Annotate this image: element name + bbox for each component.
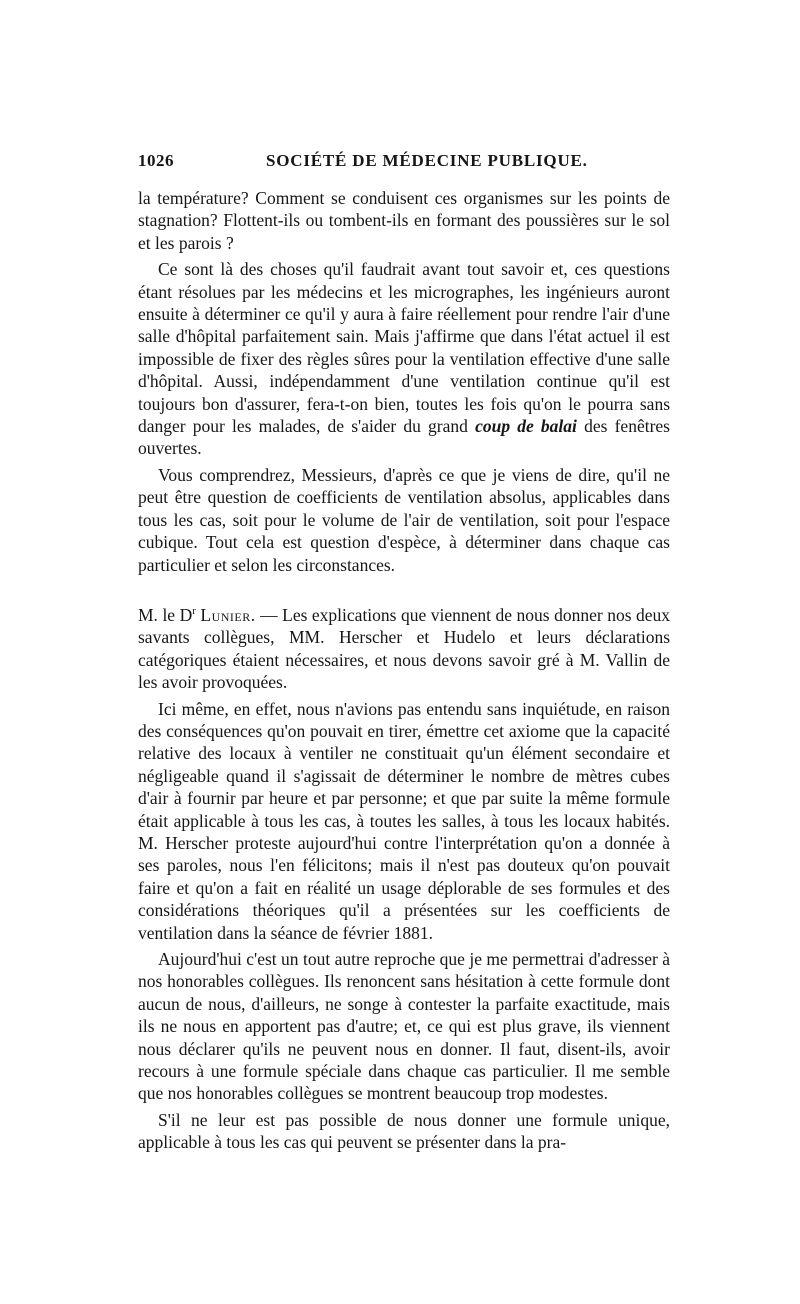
speaker-prefix: M. le D — [138, 604, 193, 625]
speaker-name: Lunier. — [200, 604, 256, 625]
emphasis-coup-de-balai: coup de balai — [475, 416, 577, 437]
paragraph-6: Aujourd'hui c'est un tout autre reproche que je me permettrai d'adresser à nos honorables collègues. Ils renoncent sans hésitation à cette formule dont aucun de nous, d'ailleurs, ne songe à contester la parfaite exactitude, mais ils ne nous en apportent pas d'autre; et, ce qui est plus grave, ils viennent nous déclarer qu'ils ne peuvent nous en donner. Il faut, disent-ils, avoir recours à une formule spéciale dans chaque cas particulier. Il me semble que nos honorables collègues se montrent beaucoup trop modestes. — [138, 949, 670, 1104]
paragraph-5: Ici même, en effet, nous n'avions pas entendu sans inquiétude, en raison des conséquences qu'on pouvait en tirer, émettre cet axiome que la capacité relative des locaux à ventiler ne constituait qu'un élément secondaire et négligeable quand il s'agissait de déterminer le nombre de mètres cubes d'air à fournir par heure et par personne; et que par suite la même formule était applicable à tous les cas, à toutes les salles, à tous les locaux habités. M. Herscher proteste aujourd'hui contre l'interprétation qu'on a donnée à ses paroles, nous l'en félicitons; mais il n'est pas douteux qu'on pouvait faire et qu'on a fait en réalité un usage déplorable de ses formules et des considérations théoriques qu'il a présentées sur les coefficients de ventilation dans la séance de février 1881. — [138, 698, 670, 943]
running-head — [138, 150, 670, 174]
paragraph-2-text-after: des fenêtres ouvertes. — [138, 416, 670, 459]
paragraph-2-text-before: Ce sont là des choses qu'il faudrait avant tout savoir et, ces questions étant résolues par les médecins et les micrographes, les ingénieurs auront ensuite à déterminer ce qu'il y aura à faire réellement pour rendre l'air d'une salle d'hôpital parfaitement sain. Mais j'affirme que dans l'état actuel il est impossible de fixer des règles sûres pour la ventilation effective d'une salle d'hôpital. Aussi, indépendamment d'une ventilation continue qu'il est toujours bon d'assurer, fera-t-on bien, toutes les fois qu'on le pourra sans danger pour les malades, de s'aider du grand — [138, 259, 670, 437]
paragraph-3: Vous comprendrez, Messieurs, d'après ce que je viens de dire, qu'il ne peut être question de coefficients de ventilation absolus, applicables dans tous les cas, soit pour le volume de l'air de ventilation, soit pour l'espace cubique. Tout cela est question d'espèce, à déterminer dans chaque cas particulier et selon les circonstances. — [138, 464, 670, 575]
running-title: SOCIÉTÉ DE MÉDECINE PUBLIQUE. — [266, 151, 588, 170]
paragraph-4-speaker — [138, 604, 670, 694]
body-text — [138, 187, 670, 1154]
paragraph-2 — [138, 258, 670, 460]
page-number: 1026 — [138, 151, 174, 170]
paragraph-1: la température? Comment se conduisent ces organismes sur les points de stagnation? Flottent-ils ou tombent-ils en formant des poussières sur le sol et les parois ? — [138, 188, 670, 253]
speaker-superscript: r — [192, 605, 196, 618]
paragraph-4-text: — Les explications que viennent de nous donner nos deux savants collègues, MM. Herscher et Hudelo et leurs déclarations catégoriques étaient nécessaires, et nous devons savoir gré à M. Vallin de les avoir provoquées. — [138, 604, 671, 693]
paragraph-7: S'il ne leur est pas possible de nous donner une formule unique, applicable à tous les cas qui peuvent se présenter dans la pra- — [138, 1109, 670, 1153]
book-page — [138, 150, 670, 1158]
